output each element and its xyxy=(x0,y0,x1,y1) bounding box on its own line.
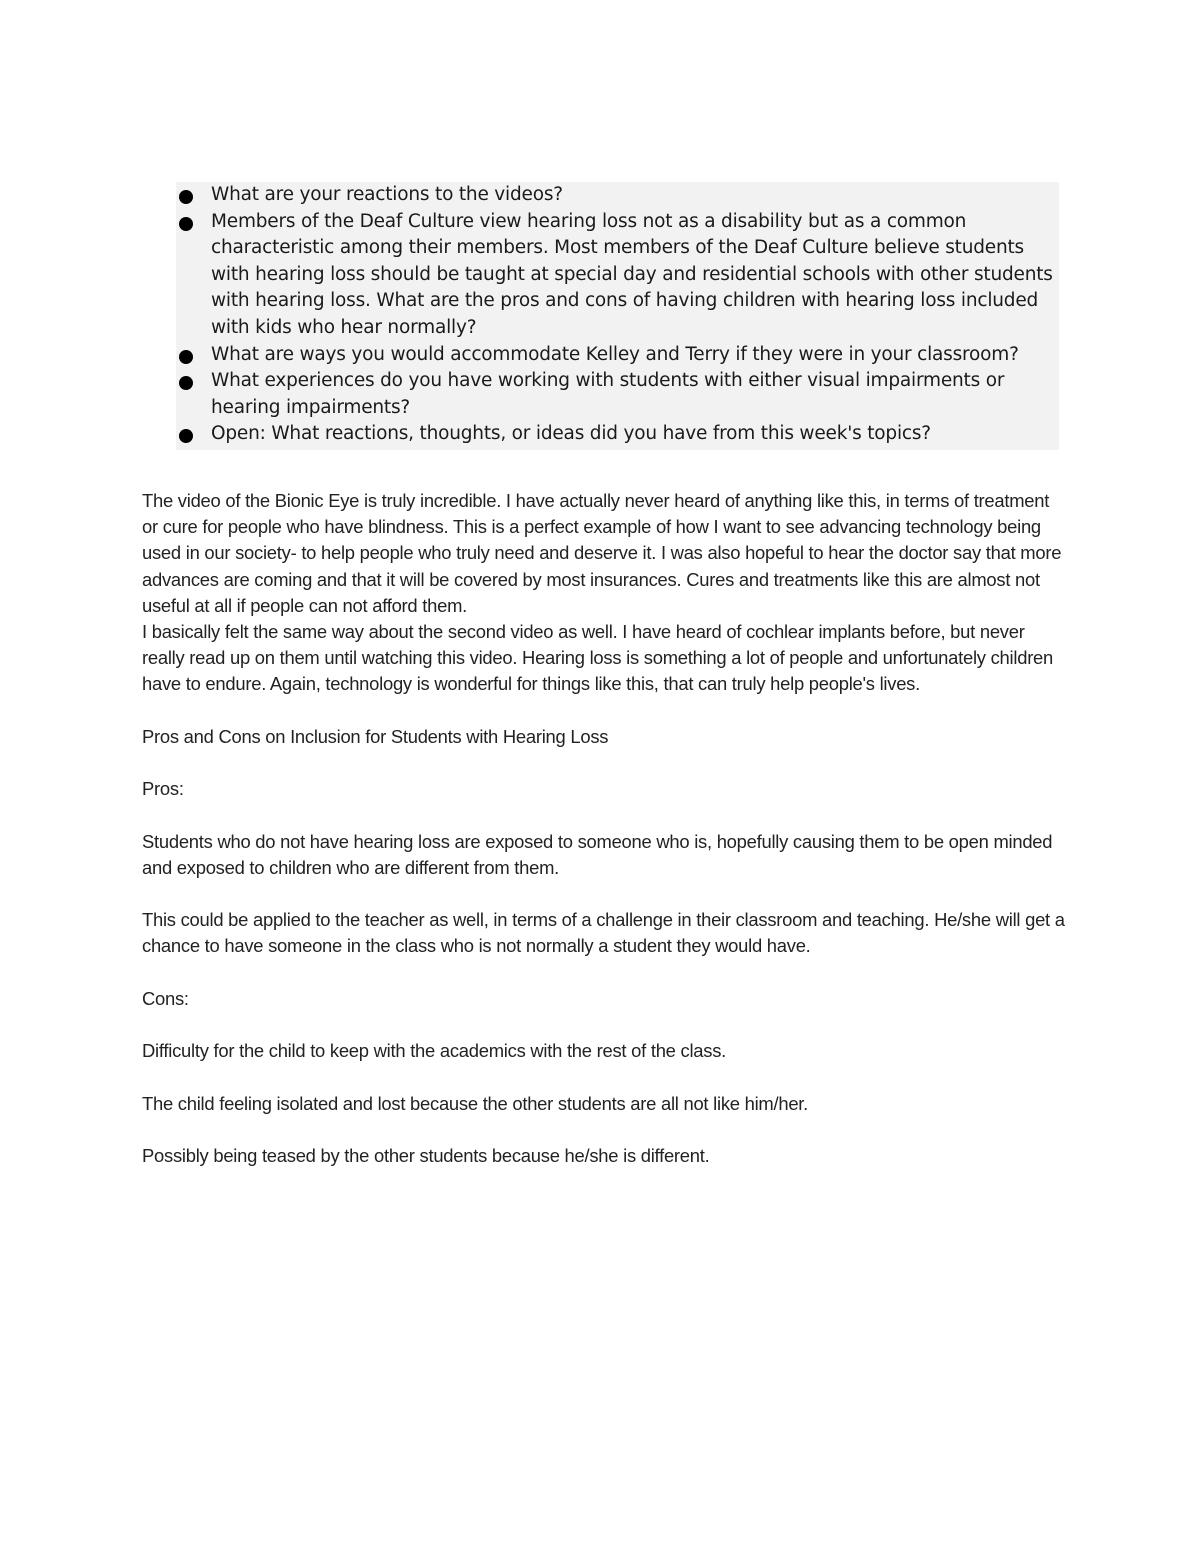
question-item xyxy=(176,368,1056,421)
bullet-icon xyxy=(179,350,193,364)
question-item xyxy=(176,421,1056,448)
con-item: Possibly being teased by the other students because he/she is different. xyxy=(142,1144,710,1166)
response-body xyxy=(142,488,1067,1169)
spacer xyxy=(142,750,1067,776)
bullet-icon xyxy=(179,429,193,443)
spacer xyxy=(142,802,1067,828)
question-item xyxy=(176,209,1056,342)
question-text: What experiences do you have working with students with either visual impairments or hearing impairments? xyxy=(211,370,1005,418)
spacer xyxy=(142,698,1067,724)
question-text: Open: What reactions, thoughts, or ideas did you have from this week's topics? xyxy=(211,423,931,445)
pros-label: Pros: xyxy=(142,778,184,800)
spacer xyxy=(142,960,1067,986)
question-text: What are your reactions to the videos? xyxy=(211,184,563,205)
pro-item: This could be applied to the teacher as well, in terms of a challenge in their classroom and teaching. He/she will get a chance to have someone in the class who is not normally a student they would have. xyxy=(142,909,1065,957)
question-text: Members of the Deaf Culture view hearing loss not as a disability but as a common characteristic among their members. Most members of the Deaf Culture believe students with hearing loss should be taught at special day and residential schools with other students with hearing loss. What are the pros and cons of having children with hearing loss included with kids who hear normally? xyxy=(211,210,1053,338)
con-item: Difficulty for the child to keep with the academics with the rest of the class. xyxy=(142,1040,727,1062)
spacer xyxy=(142,1012,1067,1038)
bullet-icon xyxy=(179,217,193,231)
spacer xyxy=(142,1117,1067,1143)
question-text: What are ways you would accommodate Kelley and Terry if they were in your classroom? xyxy=(211,343,1019,365)
question-list xyxy=(176,182,1056,448)
spacer xyxy=(142,1064,1067,1090)
pro-item: Students who do not have hearing loss are exposed to someone who is, hopefully causing them to be open minded and exposed to children who are different from them. xyxy=(142,830,1053,878)
question-item xyxy=(176,182,1056,209)
question-item xyxy=(176,342,1056,369)
cons-label: Cons: xyxy=(142,987,189,1009)
spacer xyxy=(142,881,1067,907)
bullet-icon xyxy=(179,376,193,390)
section-heading: Pros and Cons on Inclusion for Students with Hearing Loss xyxy=(142,725,609,747)
bullet-icon xyxy=(179,190,193,204)
con-item: The child feeling isolated and lost because the other students are all not like him/her. xyxy=(142,1092,809,1114)
response-paragraph: I basically felt the same way about the second video as well. I have heard of cochlear implants before, but never really read up on them until watching this video. Hearing loss is something a lot of people and unfortunately children have to endure. Again, technology is wonderful for things like this, that can truly help people's lives. xyxy=(142,621,1054,695)
response-paragraph: The video of the Bionic Eye is truly incredible. I have actually never heard of anything like this, in terms of treatment or cure for people who have blindness. This is a perfect example of how I want to see advancing technology being used in our society- to help people who truly need and deserve it. I was also hopeful to hear the doctor say that more advances are coming and that it will be covered by most insurances. Cures and treatments like this are almost not useful at all if people can not afford them. xyxy=(142,490,1062,616)
